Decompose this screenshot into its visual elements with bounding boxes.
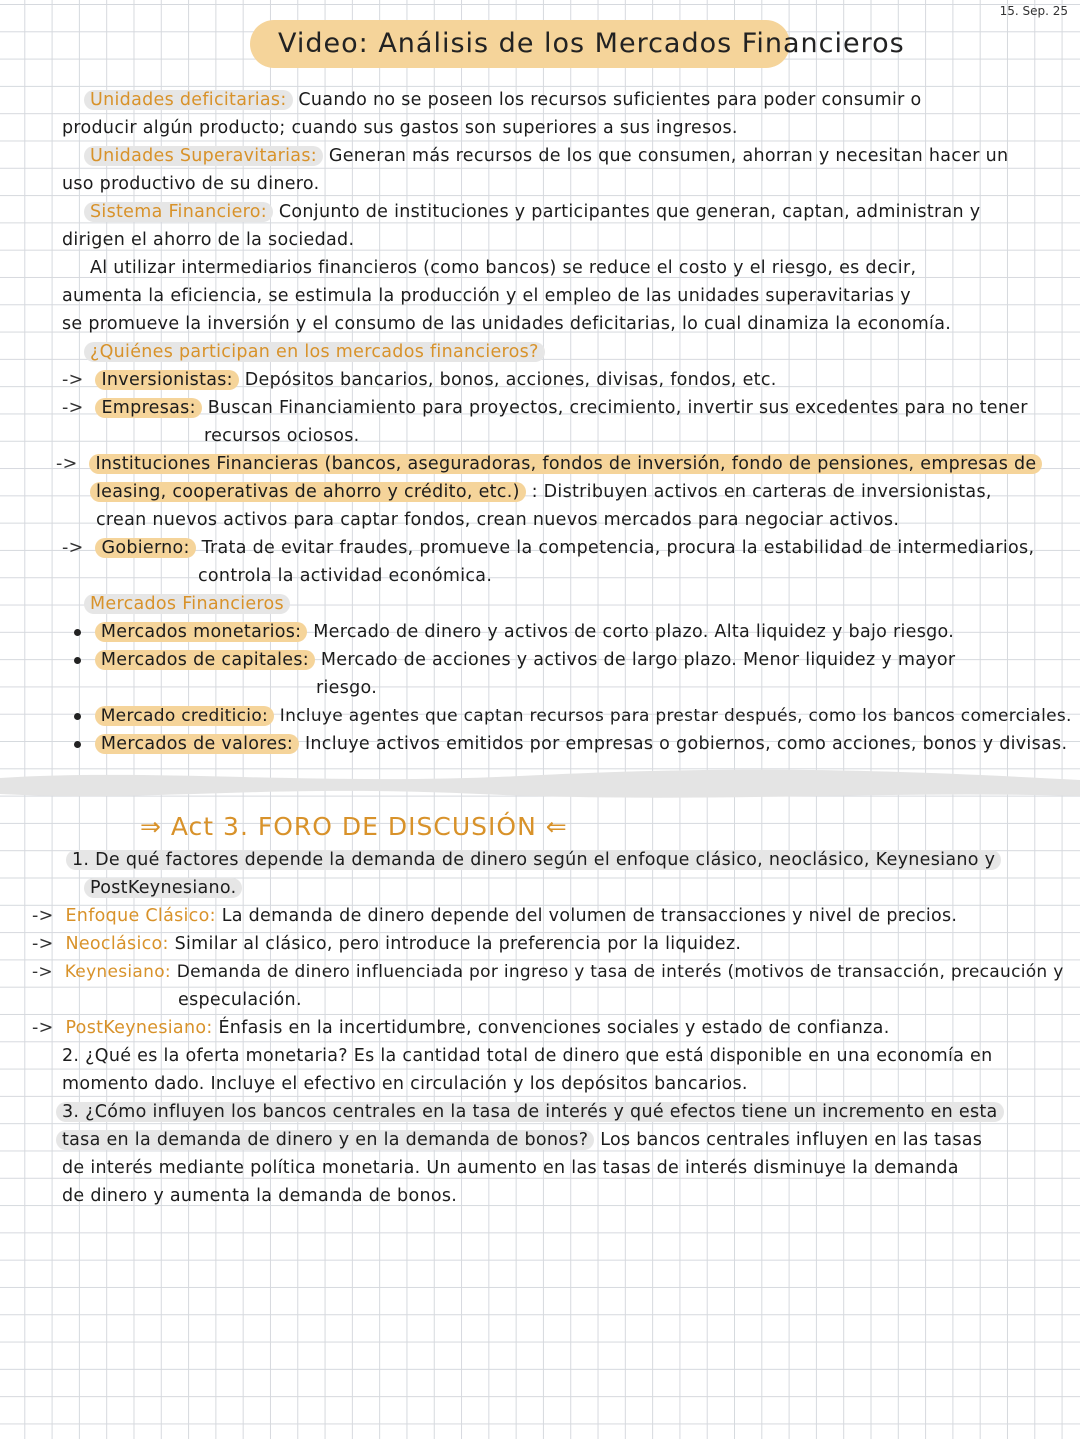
arrow-right-icon: -> <box>62 370 84 390</box>
intermediarios-line2: aumenta la eficiencia, se estimula la producción y el empleo de las unidades superavitarias y <box>62 286 911 306</box>
neoclasico-text: Similar al clásico, pero introduce la preferencia por la liquidez. <box>174 934 742 954</box>
arrow-right-icon: -> <box>62 398 84 418</box>
participantes-question: ¿Quiénes participan en los mercados financieros? <box>84 342 545 362</box>
mercados-valores-label: Mercados de valores: <box>95 734 299 754</box>
q3-line4: de dinero y aumenta la demanda de bonos. <box>62 1186 458 1206</box>
inversionistas-text: Depósitos bancarios, bonos, acciones, divisas, fondos, etc. <box>244 370 777 390</box>
sistema-financiero-text2: dirigen el ahorro de la sociedad. <box>62 230 355 250</box>
neoclasico-line <box>32 932 741 956</box>
arrow-right-icon: -> <box>32 1018 54 1038</box>
q3-line1 <box>56 1100 1004 1124</box>
mercados-capitales-text2: riesgo. <box>316 678 378 698</box>
q3-answer1: Los bancos centrales influyen en las tasas <box>600 1130 983 1150</box>
q1-line2 <box>84 876 242 900</box>
arrow-right-icon: -> <box>32 962 53 982</box>
empresas-text1: Buscan Financiamiento para proyectos, crecimiento, invertir sus excedentes para no tener <box>207 398 1028 418</box>
clasico-line <box>32 904 957 928</box>
brush-divider <box>0 764 1080 808</box>
participantes-question-line <box>84 340 545 364</box>
mercados-monetarios-text: Mercado de dinero y activos de corto plazo. Alta liquidez y bajo riesgo. <box>313 622 955 642</box>
bullet-icon <box>74 657 81 664</box>
mercados-heading-line <box>84 592 290 616</box>
q3-question1: 3. ¿Cómo influyen los bancos centrales en la tasa de interés y qué efectos tiene un incremento en esta <box>56 1102 1004 1122</box>
instituciones-text2: crean nuevos activos para captar fondos, crean nuevos mercados para negociar activos. <box>96 510 900 530</box>
instituciones-label1: Instituciones Financieras (bancos, aseguradoras, fondos de inversión, fondo de pensiones, empresas de <box>89 454 1042 474</box>
postkeynesiano-label: PostKeynesiano: <box>65 1018 213 1038</box>
mercados-monetarios-line <box>74 620 954 644</box>
arrow-right-icon: -> <box>32 906 54 926</box>
q1-line1 <box>66 848 1001 872</box>
neoclasico-label: Neoclásico: <box>65 934 169 954</box>
empresas-line1 <box>62 396 1028 420</box>
clasico-label: Enfoque Clásico: <box>65 906 216 926</box>
arrow-right-icon: -> <box>62 538 84 558</box>
mercados-valores-text: Incluye activos emitidos por empresas o gobiernos, como acciones, bonos y divisas. <box>304 734 1068 754</box>
unidades-deficitarias-label: Unidades deficitarias: <box>84 90 293 110</box>
clasico-text: La demanda de dinero depende del volumen de transacciones y nivel de precios. <box>221 906 958 926</box>
q3-question2: tasa en la demanda de dinero y en la demanda de bonos? <box>56 1130 594 1150</box>
postkeynesiano-line <box>32 1016 890 1040</box>
bullet-icon <box>74 741 81 748</box>
keynesiano-text2: especulación. <box>178 990 302 1010</box>
gobierno-label: Gobierno: <box>95 538 195 558</box>
keynesiano-text1: Demanda de dinero influenciada por ingreso y tasa de interés (motivos de transacción, precaución y <box>176 962 1064 982</box>
mercados-capitales-line1 <box>74 648 955 672</box>
mercados-monetarios-label: Mercados monetarios: <box>95 622 308 642</box>
inversionistas-line <box>62 368 777 392</box>
date-label: 15. Sep. 25 <box>999 4 1068 18</box>
mercado-crediticio-text: Incluye agentes que captan recursos para prestar después, como los bancos comerciales. <box>279 706 1072 726</box>
inversionistas-label: Inversionistas: <box>95 370 238 390</box>
q1-text2: PostKeynesiano. <box>84 878 242 898</box>
q3-line3: de interés mediante política monetaria. Un aumento en las tasas de interés disminuye la demanda <box>62 1158 959 1178</box>
instituciones-line1 <box>56 452 1042 476</box>
keynesiano-label: Keynesiano: <box>64 962 171 982</box>
q2-line2: momento dado. Incluye el efectivo en circulación y los depósitos bancarios. <box>62 1074 748 1094</box>
page-title: Video: Análisis de los Mercados Financieros <box>278 28 905 59</box>
instituciones-text1: : Distribuyen activos en carteras de inversionistas, <box>531 482 992 502</box>
q2-line1: 2. ¿Qué es la oferta monetaria? Es la cantidad total de dinero que está disponible en una economía en <box>62 1046 993 1066</box>
unidades-deficitarias-text2: producir algún producto; cuando sus gastos son superiores a sus ingresos. <box>62 118 738 138</box>
act3-title: ⇒ Act 3. FORO DE DISCUSIÓN ⇐ <box>140 812 568 841</box>
gobierno-text2: controla la actividad económica. <box>198 566 493 586</box>
postkeynesiano-text: Énfasis en la incertidumbre, convenciones sociales y estado de confianza. <box>218 1018 890 1038</box>
mercado-crediticio-line <box>74 704 1072 728</box>
instituciones-line2 <box>90 480 992 504</box>
keynesiano-line1 <box>32 960 1064 984</box>
gobierno-text1: Trata de evitar fraudes, promueve la competencia, procura la estabilidad de intermediarios, <box>201 538 1035 558</box>
intermediarios-line1: Al utilizar intermediarios financieros (como bancos) se reduce el costo y el riesgo, es decir, <box>90 258 917 278</box>
arrow-right-icon: -> <box>32 934 54 954</box>
bullet-icon <box>74 713 81 720</box>
instituciones-label2: leasing, cooperativas de ahorro y crédito, etc.) <box>90 482 526 502</box>
mercados-valores-line <box>74 732 1067 756</box>
mercados-capitales-label: Mercados de capitales: <box>95 650 315 670</box>
unidades-superavitarias-text2: uso productivo de su dinero. <box>62 174 320 194</box>
arrow-right-icon: -> <box>56 454 78 474</box>
q3-line2 <box>56 1128 982 1152</box>
unidades-superavitarias-text1: Generan más recursos de los que consumen, ahorran y necesitan hacer un <box>328 146 1009 166</box>
unidades-superavitarias-label: Unidades Superavitarias: <box>84 146 323 166</box>
sistema-financiero-label: Sistema Financiero: <box>84 202 273 222</box>
intermediarios-line3: se promueve la inversión y el consumo de las unidades deficitarias, lo cual dinamiza la economía. <box>62 314 952 334</box>
mercado-crediticio-label: Mercado crediticio: <box>95 706 274 726</box>
empresas-text2: recursos ociosos. <box>204 426 360 446</box>
mercados-heading: Mercados Financieros <box>84 594 290 614</box>
gobierno-line1 <box>62 536 1034 560</box>
sistema-financiero-text1: Conjunto de instituciones y participantes que generan, captan, administran y <box>278 202 981 222</box>
unidades-deficitarias-line1 <box>84 88 922 112</box>
empresas-label: Empresas: <box>95 398 201 418</box>
mercados-capitales-text1: Mercado de acciones y activos de largo plazo. Menor liquidez y mayor <box>320 650 956 670</box>
unidades-deficitarias-text1: Cuando no se poseen los recursos suficientes para poder consumir o <box>298 90 922 110</box>
unidades-superavitarias-line1 <box>84 144 1008 168</box>
bullet-icon <box>74 629 81 636</box>
sistema-financiero-line1 <box>84 200 980 224</box>
q1-text1: 1. De qué factores depende la demanda de dinero según el enfoque clásico, neoclásico, Keynesiano y <box>66 850 1001 870</box>
